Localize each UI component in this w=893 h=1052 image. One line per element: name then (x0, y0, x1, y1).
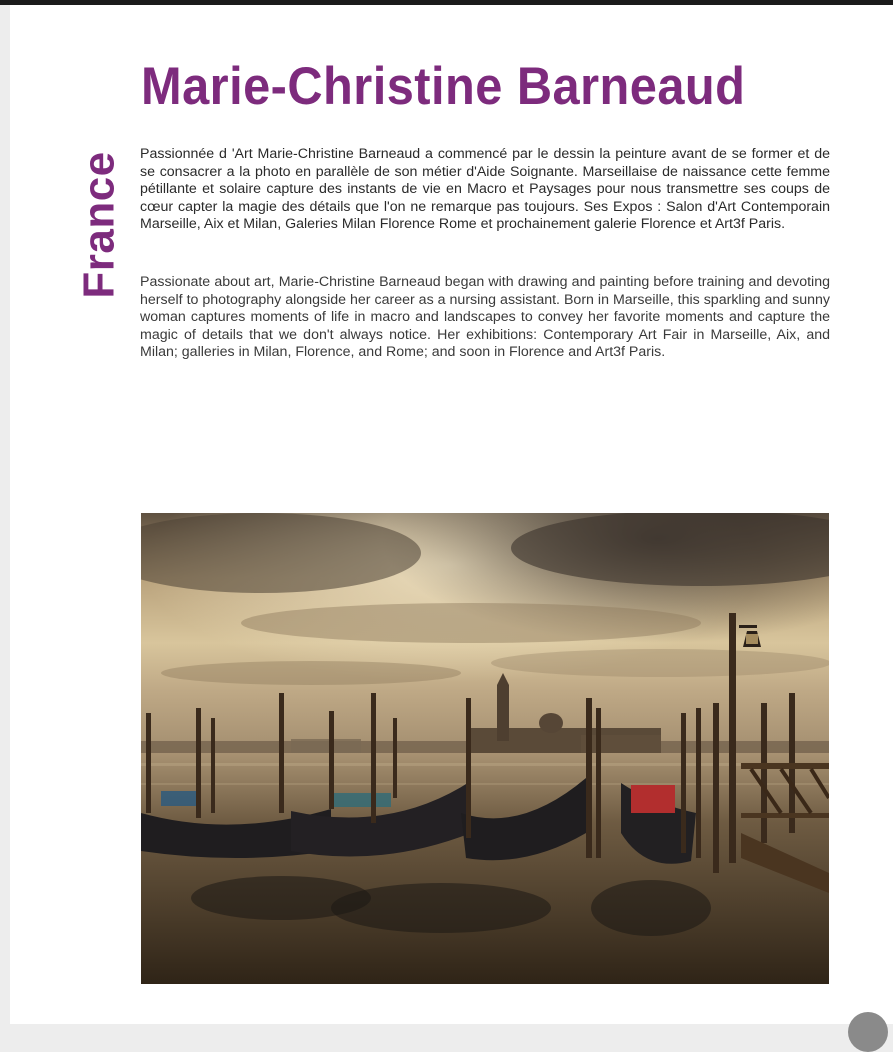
gondolas-venice-photo (141, 513, 829, 984)
paragraph-french: Passionnée d 'Art Marie-Christine Barneaud a commencé par le dessin la peinture avant de se former et de se consacrer a la photo en parallèle de son métier d'Aide Soignante. Marseillaise de naissance cette femme pétillante et solaire capture des instants de vie en Macro et Paysages pour nous transmettre ses coups de cœur capter la magie des détails que l'on ne remarque pas toujours. Ses Expos : Salon d'Art Contemporain Marseille, Aix et Milan, Galeries Milan Florence Rome et prochainement galerie Florence et Art3f Paris. (140, 146, 830, 232)
page-title: Marie-Christine Barneaud (141, 57, 746, 116)
country-label (72, 140, 128, 310)
scroll-button[interactable] (848, 1012, 888, 1052)
photo-illustration (141, 513, 829, 984)
country-label-text: France (75, 151, 125, 299)
paragraph-english: Passionate about art, Marie-Christine Barneaud began with drawing and painting before training and devoting herself to photography alongside her career as a nursing assistant. Born in Marseille, this sparkling and sunny woman captures moments of life in macro and landscapes to convey her favorite moments and capture the magic of details that we don't always notice. Her exhibitions: Contemporary Art Fair in Marseille, Aix, and Milan; galleries in Milan, Florence, and Rome; and soon in Florence and Art3f Paris. (140, 274, 830, 360)
